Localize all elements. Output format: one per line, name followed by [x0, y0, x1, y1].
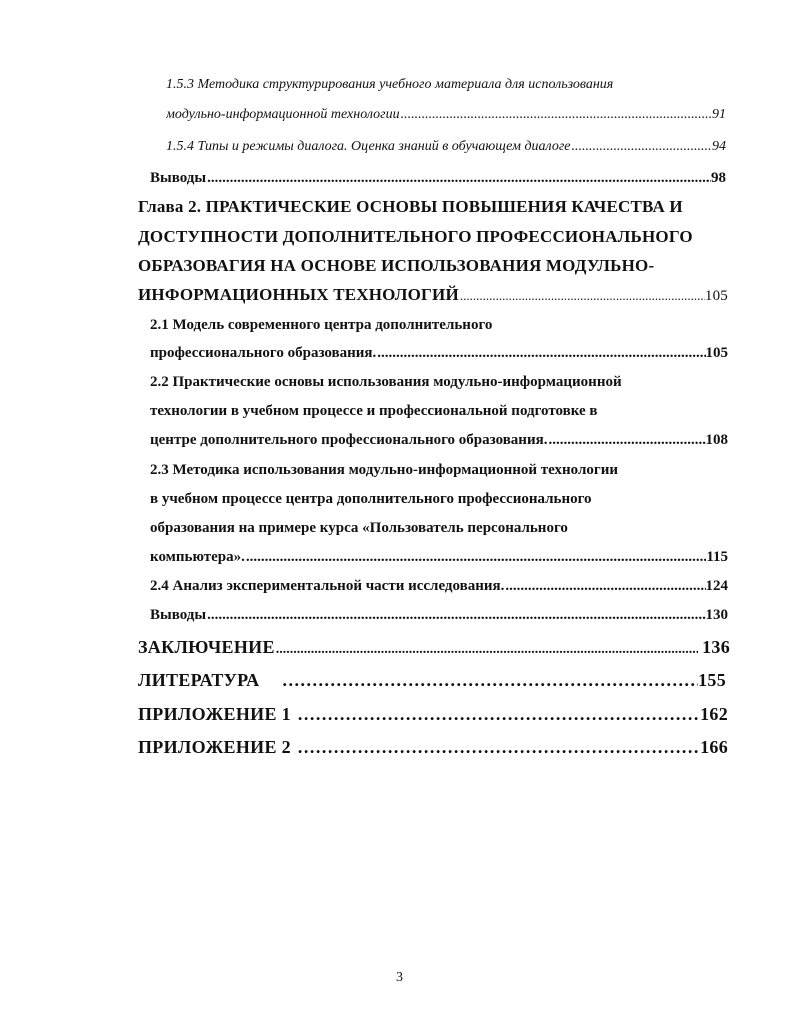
toc-chapter-2-line3: [138, 256, 728, 276]
toc-entry-text: ЗАКЛЮЧЕНИЕ: [138, 637, 275, 657]
toc-page-number: 98: [711, 170, 726, 186]
toc-literature: [138, 670, 726, 691]
page-number: 3: [396, 970, 403, 985]
toc-entry-2-2-line3: [150, 432, 728, 449]
toc-entry-text: модульно-информационной технологии: [166, 107, 400, 122]
leader-dots: [572, 139, 713, 155]
leader-dots: [246, 549, 706, 566]
toc-entry-text: ПРИЛОЖЕНИЕ 1: [138, 704, 291, 724]
toc-entry-text: образования на примере курса «Пользователь персонального: [150, 520, 568, 536]
toc-entry-text: 2.4 Анализ экспериментальной части исследования.: [150, 578, 505, 594]
toc-entry-1-5-4: [166, 139, 726, 155]
toc-entry-text: Выводы: [150, 607, 207, 623]
toc-entry-2-4: [150, 578, 728, 595]
chapter-title-text: ДОСТУПНОСТИ ДОПОЛНИТЕЛЬНОГО ПРОФЕССИОНАЛЬНОГО: [138, 227, 693, 246]
toc-entry-2-3-line2: [150, 491, 728, 508]
leader-dots: [401, 107, 712, 123]
toc-entry-2-2-line2: [150, 403, 728, 420]
toc-page-number: 130: [705, 607, 728, 623]
toc-page-number: 166: [700, 737, 728, 757]
toc-entry-2-3-line4: [150, 549, 728, 566]
toc-chapter-2-line4: [138, 285, 728, 305]
toc-entry-text: в учебном процессе центра дополнительного профессионального: [150, 491, 592, 507]
toc-entry-text: 2.3 Методика использования модульно-информационной технологии: [150, 462, 618, 478]
leader-dots: [207, 170, 711, 187]
toc-entry-text: Выводы: [150, 170, 207, 186]
toc-chapter-2-line1: [138, 197, 728, 217]
toc-conclusions-chapter-1: [150, 170, 726, 187]
leader-dots: [377, 345, 705, 362]
toc-page-number: 136: [702, 637, 730, 657]
toc-entry-2-3-line3: [150, 520, 728, 537]
leader-dots: [298, 737, 700, 758]
toc-page-number: 155: [698, 670, 726, 690]
toc-entry-2-1-line1: [150, 317, 728, 334]
toc-chapter-2-line2: [138, 227, 728, 247]
leader-dots: [276, 642, 698, 658]
toc-entry-2-3-line1: [150, 462, 728, 479]
toc-entry-1-5-3-line2: [166, 107, 726, 123]
toc-conclusion: [138, 637, 730, 658]
toc-entry-2-1-line2: [150, 345, 728, 362]
toc-entry-text: 2.1 Модель современного центра дополнительного: [150, 317, 493, 333]
toc-page-number: 94: [712, 139, 726, 154]
toc-appendix-1: [138, 704, 728, 725]
toc-entry-text: 2.2 Практические основы использования модульно-информационной: [150, 374, 622, 390]
chapter-title-text: ИНФОРМАЦИОННЫХ ТЕХНОЛОГИЙ: [138, 285, 459, 304]
leader-dots: [298, 704, 700, 725]
toc-entry-text: компьютера».: [150, 549, 245, 565]
toc-conclusions-chapter-2: [150, 607, 728, 624]
toc-page-number: 91: [712, 107, 726, 122]
toc-page-number: 108: [705, 432, 728, 448]
toc-entry-2-2-line1: [150, 374, 728, 391]
toc-entry-text: технологии в учебном процессе и профессиональной подготовке в: [150, 403, 598, 419]
toc-entry-text: профессионального образования.: [150, 345, 377, 361]
toc-appendix-2: [138, 737, 728, 758]
toc-entry-text: 1.5.3 Методика структурирования учебного материала для использования: [166, 77, 614, 92]
leader-dots: [207, 607, 705, 624]
leader-dots: [548, 432, 705, 449]
toc-page-number: 162: [700, 704, 728, 724]
leader-dots: [282, 670, 698, 691]
leader-dots: [505, 578, 705, 595]
toc-entry-text: центре дополнительного профессионального образования.: [150, 432, 548, 448]
toc-page-number: 115: [706, 549, 728, 565]
chapter-title-text: Глава 2. ПРАКТИЧЕСКИЕ ОСНОВЫ ПОВЫШЕНИЯ КАЧЕСТВА И: [138, 197, 683, 216]
toc-entry-text: ПРИЛОЖЕНИЕ 2: [138, 737, 291, 757]
chapter-title-text: ОБРАЗОВАГИЯ НА ОСНОВЕ ИСПОЛЬЗОВАНИЯ МОДУЛЬНО-: [138, 256, 655, 275]
leader-dots: [460, 288, 705, 304]
toc-page-number: 105: [704, 288, 728, 304]
toc-page-number: 124: [705, 578, 728, 594]
toc-page-number: 105: [705, 345, 728, 361]
toc-entry-text: ЛИТЕРАТУРА: [138, 670, 260, 690]
toc-entry-text: 1.5.4 Типы и режимы диалога. Оценка знаний в обучающем диалоге: [166, 139, 571, 154]
toc-entry-1-5-3-line1: [166, 77, 726, 93]
